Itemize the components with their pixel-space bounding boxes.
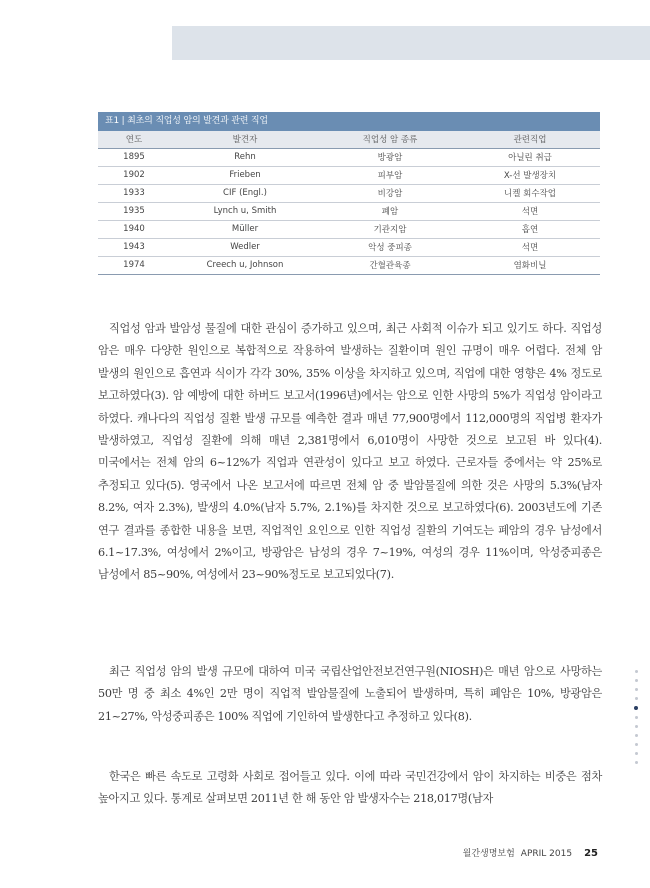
page-footer [463,846,598,859]
occupational-cancer-table [98,112,600,275]
cell-year: 1974 [98,256,170,274]
cell-related-job: 아닐린 취급 [460,148,600,166]
cell-related-job: 염화비닐 [460,256,600,274]
cell-discoverer: CIF (Engl.) [170,184,320,202]
cell-related-job: X-선 발생장치 [460,166,600,184]
cell-year: 1933 [98,184,170,202]
page-number: 25 [584,848,598,859]
cell-cancer-type: 비강암 [320,184,460,202]
cell-discoverer: Wedler [170,238,320,256]
table-row [98,166,600,184]
cell-cancer-type: 악성 중피종 [320,238,460,256]
cell-cancer-type: 폐암 [320,202,460,220]
header-discoverer: 발견자 [170,131,320,148]
indicator-dot [635,688,638,691]
magazine-name: 월간생명보험 [462,849,515,859]
body-paragraph-1 [98,318,602,587]
header-cancer-type: 직업성 암 종류 [320,131,460,148]
indicator-dot [635,697,638,700]
cell-cancer-type: 피부암 [320,166,460,184]
indicator-dot [635,716,638,719]
cell-related-job: 니켈 회수작업 [460,184,600,202]
cell-year: 1943 [98,238,170,256]
data-table [98,131,600,275]
header-band [172,26,650,60]
cell-year: 1935 [98,202,170,220]
header-related-job: 관련직업 [460,131,600,148]
indicator-dot [635,670,638,673]
header-year: 연도 [98,131,170,148]
issue-date: APRIL 2015 [520,849,573,859]
indicator-dot [635,752,638,755]
cell-related-job: 석면 [460,202,600,220]
paragraph-text: 직업성 암과 발암성 물질에 대한 관심이 증가하고 있으며, 최근 사회적 이슈가 되고 있기도 하다. 직업성 암은 매우 다양한 원인으로 복합적으로 작용하여 발생하는 질환이며 원인 규명이 매우 어렵다. 전체 암 발생의 원인으로 흡연과 식이가 각각 30%, 35% 이상을 차지하고 있으며, 직업에 대한 영향은 4% 정도로 보고하였다(3). 암 예방에 대한 하버드 보고서(1996년)에서는 암으로 인한 사망의 5%가 직업성 암이라고 하였다. 캐나다의 직업성 질환 발생 규모를 예측한 결과 매년 77,900명에서 112,000명의 직업병 환자가 발생하였고, 직업성 질환에 의해 매년 2,381명에서 6,010명이 사망한 것으로 보고된 바 있다(4). 미국에서는 전체 암의 6~12%가 직업과 연관성이 있다고 보고 하였다. 근로자들 중에서는 약 25%로 추정되고 있다(5). 영국에서 나온 보고서에 따르면 전체 암 중 발암물질에 의한 것은 사망의 5.3%(남자 8.2%, 여자 2.3%), 발생의 4.0%(남자 5.7%, 2.1%)를 차지한 것으로 보고하였다(6). 2003년도에 기존 연구 결과를 종합한 내용을 보면, 직업적인 요인으로 인한 직업성 질환의 기여도는 폐암의 경우 남성에서 6.1~17.3%, 여성에서 2%이고, 방광암은 남성의 경우 7~19%, 여성의 경우 11%이며, 악성중피종은 남성에서 85~90%, 여성에서 23~90%정도로 보고되었다(7). [98,322,602,582]
cell-discoverer: Creech u, Johnson [170,256,320,274]
indicator-dot [635,725,638,728]
cell-cancer-type: 간혈관육종 [320,256,460,274]
paragraph-text: 한국은 빠른 속도로 고령화 사회로 접어들고 있다. 이에 따라 국민건강에서 암이 차지하는 비중은 점차 높아지고 있다. 통계로 살펴보면 2011년 한 해 동안 암 발생자수는 218,017명(남자 [98,770,602,806]
indicator-dot [635,761,638,764]
indicator-dot [635,734,638,737]
cell-year: 1902 [98,166,170,184]
body-paragraph-3 [98,766,602,811]
indicator-dot-active [634,706,638,710]
cell-discoverer: Rehn [170,148,320,166]
cell-cancer-type: 기관지암 [320,220,460,238]
page-indicator-dots [633,670,639,770]
table-header-row [98,131,600,148]
table-row [98,148,600,166]
cell-discoverer: Frieben [170,166,320,184]
cell-discoverer: Müller [170,220,320,238]
table-row [98,256,600,274]
cell-related-job: 흡연 [460,220,600,238]
table-row [98,238,600,256]
cell-cancer-type: 방광암 [320,148,460,166]
indicator-dot [635,679,638,682]
paragraph-text: 최근 직업성 암의 발생 규모에 대하여 미국 국립산업안전보건연구원(NIOSH)은 매년 암으로 사망하는 50만 명 중 최소 4%인 2만 명이 직업적 발암물질에 노출되어 발생하며, 특히 폐암은 10%, 방광암은 21~27%, 악성중피종은 100% 직업에 기인하여 발생한다고 추정하고 있다(8). [98,665,602,723]
cell-year: 1895 [98,148,170,166]
table-row [98,184,600,202]
cell-related-job: 석면 [460,238,600,256]
body-paragraph-2 [98,661,602,728]
cell-year: 1940 [98,220,170,238]
table-row [98,202,600,220]
table-caption: 표1 | 최초의 직업성 암의 발견과 관련 직업 [98,112,600,131]
cell-discoverer: Lynch u, Smith [170,202,320,220]
indicator-dot [635,743,638,746]
table-row [98,220,600,238]
